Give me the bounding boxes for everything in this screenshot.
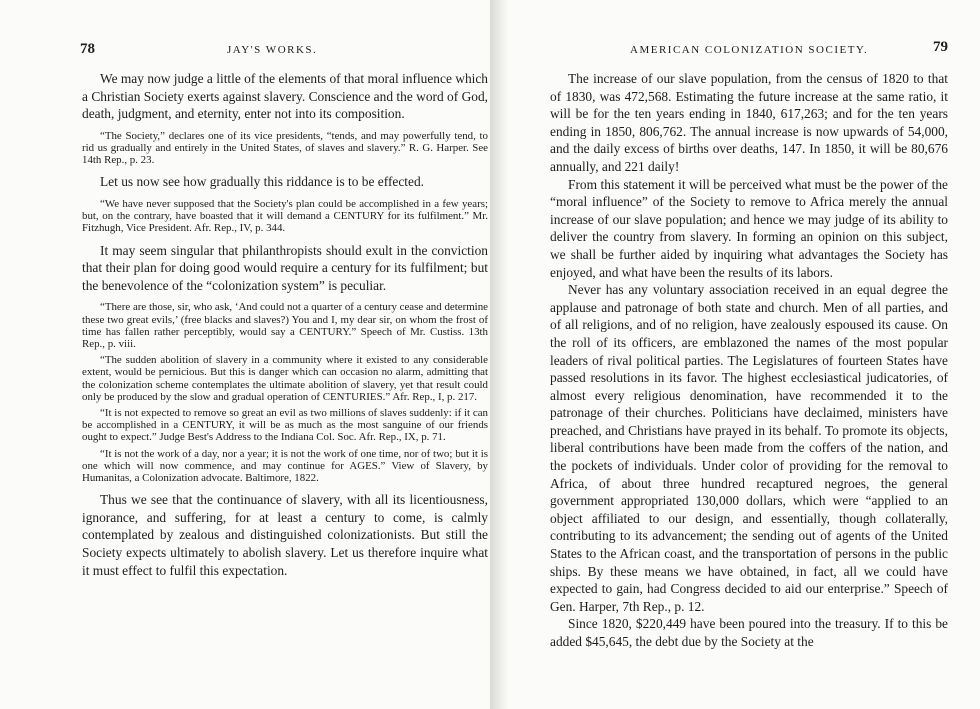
quote-block: “There are those, sir, who ask, ‘And could not a quarter of a century cease and determine these two great evils,’ (free blacks and slaves?) You and I, my dear sir, on whom the frost of time has fallen rather perceptibly, would say a CENTURY.” Speech of Mr. Custiss. 13th Rep., p. viii. xyxy=(82,301,488,350)
quote-block: “We have never supposed that the Society's plan could be accomplished in a few years; but, on the contrary, have boasted that it will demand a CENTURY for its fulfilment.” Mr. Fitzhugh, Vice President. Afr. Rep., IV, p. 344. xyxy=(82,197,488,235)
left-running-head: JAY'S WORKS. xyxy=(227,44,318,56)
paragraph: The increase of our slave population, from the census of 1820 to that of 1830, was 472,568. Estimating the future increase at the same ratio, it will be for the ten years ending in 1840, 617,263; and for the ten years ending in 1850, 806,762. The annual increase is now upwards of 54,000, and the daily excess of births over deaths, 147. In 1850, it will be 80,676 annually, and 221 daily! xyxy=(550,71,948,174)
paragraph: We may now judge a little of the elements of that moral influence which a Christian Society exerts against slavery. Conscience and the word of God, death, judgment, and eternity, enter not into its composition. xyxy=(82,71,488,122)
paragraph: Since 1820, $220,449 have been poured into the treasury. If to this be added $45,645, the debt due by the Society at the xyxy=(550,616,948,649)
quote-block: “It is not expected to remove so great an evil as two millions of slaves suddenly: if it can be accomplished in a CENTURY, it will be as much as the most sanguine of our friends ought to expect.” Judge Best's Address to the Indiana Col. Soc. Afr. Rep., IX, p. 71. xyxy=(82,407,488,444)
paragraph: Let us now see how gradually this riddance is to be effected. xyxy=(100,174,425,190)
right-text-column xyxy=(550,70,948,651)
quote-block: “It is not the work of a day, nor a year; it is not the work of one time, nor of two; but it is one which will now commence, and may continue for AGES.” View of Slavery, by Humanitas, a Colonization advocate. Baltimore, 1822. xyxy=(82,447,488,485)
paragraph: From this statement it will be perceived what must be the power of the “moral influence” of the Society to remove to Africa merely the annual increase of our slave population; and hence we may judge of its ability to deliver the country from slavery. In forming an opinion on this subject, we shall be further aided by inquiring what advantages the Society has enjoyed, and what have been the results of its labors. xyxy=(550,176,948,280)
right-running-head: AMERICAN COLONIZATION SOCIETY. xyxy=(630,44,869,56)
paragraph: Thus we see that the continuance of slavery, with all its licentiousness, ignorance, and suffering, for at least a century to come, is calmly contemplated by zealous and distinguished colonizationists. But still the Society expects ultimately to abolish slavery. Let us therefore inquire what it must effect to fulfil this expectation. xyxy=(82,492,488,578)
quote-block: “The sudden abolition of slavery in a community where it existed to any considerable extent, would be pernicious. But this is danger which can occasion no alarm, admitting that the colonization scheme contemplates the ultimate abolition of slavery, yet that result could only be produced by the slow and gradual operation of CENTURIES.” Afr. Rep., I, p. 217. xyxy=(82,354,488,403)
left-page-number: 78 xyxy=(80,41,95,57)
book-gutter-shadow xyxy=(490,0,508,709)
right-page-number: 79 xyxy=(933,39,948,55)
quote-block: “The Society,” declares one of its vice presidents, “tends, and may powerfully tend, to rid us gradually and entirely in the United States, of slaves and slavery.” R. G. Harper. See 14th Rep., p. 23. xyxy=(82,129,488,167)
paragraph: Never has any voluntary association received in an equal degree the applause and patronage of both state and church. Men of all parties, and of all religions, and of no religion, have zealously espoused its cause. On the roll of its officers, are emblazoned the names of the most popular leaders of rival political parties. The Legislatures of fourteen States have passed resolutions in its favor. The highest ecclesiastical judicatories, of almost every religious denomination, have recommended it to the patronage of their churches. Politicians have declaimed, ministers have preached, and Christians have prayed in its behalf. To promote its objects, liberal contributions have been made from the coffers of the nation, and the pockets of individuals. Under color of providing for the removal to Africa, of about three hundred recaptured negroes, the general government appropriated 130,000 dollars, which were “applied to an object affiliated to our design, and essentially, though collaterally, contributing to its advancement; the sending out of agents of the United States to the African coast, and the transportation of persons in the public ships. By these means we have obtained, in fact, all we could have expected to gain, had Congress decided to aid our enterprise.” Speech of Gen. Harper, 7th Rep., p. 12. xyxy=(550,282,948,614)
paragraph: It may seem singular that philanthropists should exult in the conviction that their plan for doing good would require a century for its fulfilment; but the benevolence of the “colonization system” is peculiar. xyxy=(82,242,488,293)
left-text-column xyxy=(82,70,488,579)
